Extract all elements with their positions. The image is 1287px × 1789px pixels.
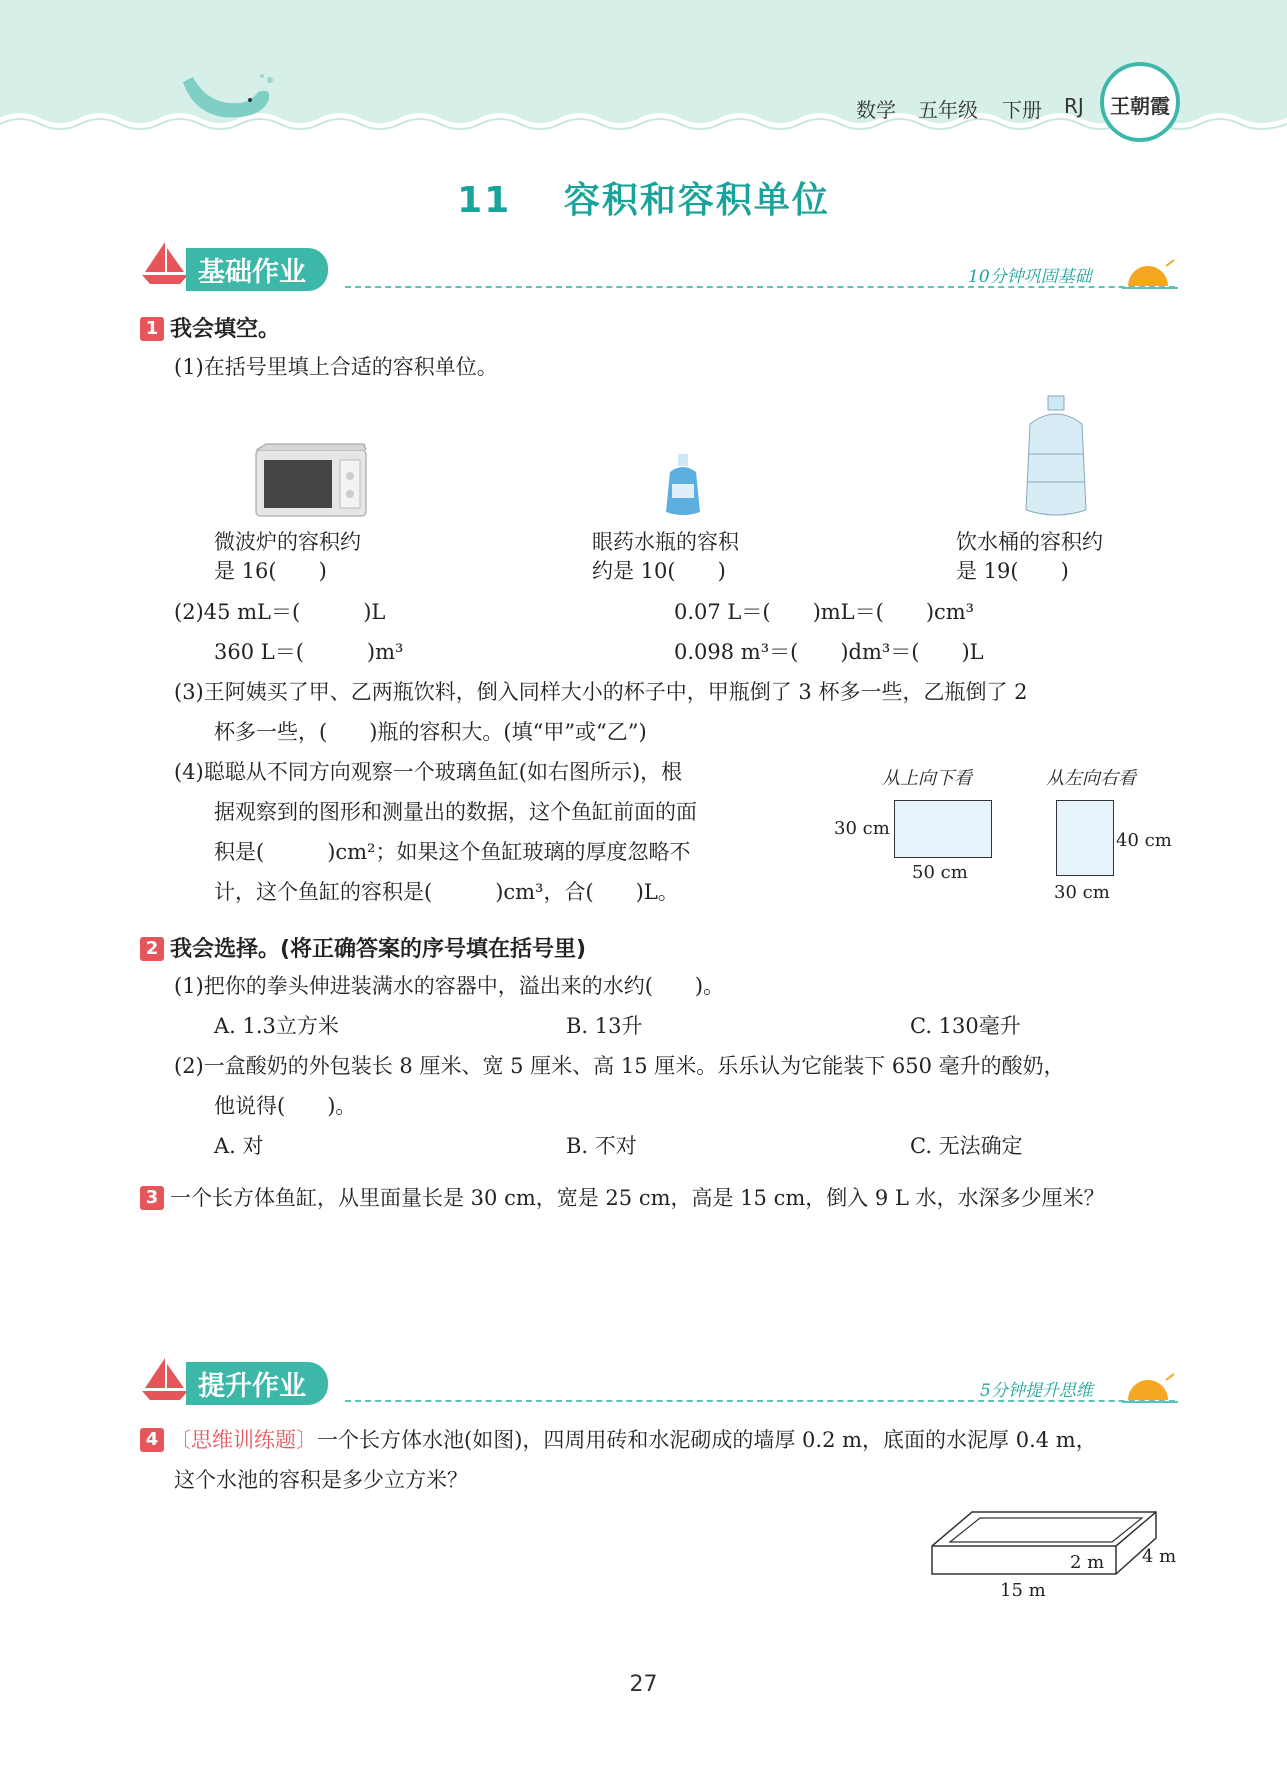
header-volume: 下册 (1002, 98, 1042, 122)
microwave-image (254, 442, 368, 518)
pool-figure (928, 1508, 1168, 1588)
q1-item3-line1: 饮水桶的容积约 (956, 530, 1103, 554)
page-title (0, 172, 1287, 223)
q2-p2-opt-c: C. 无法确定 (910, 1134, 1023, 1158)
q1-p4d: 计，这个鱼缸的容积是( )cm³，合( )L。 (214, 880, 679, 904)
q1-heading (140, 312, 280, 343)
whale-icon (178, 72, 278, 132)
top-view-rect (894, 800, 992, 858)
pool-width: 4 m (1142, 1546, 1177, 1567)
q1-p3a: (3)王阿姨买了甲、乙两瓶饮料，倒入同样大小的杯子中，甲瓶倒了 3 杯多一些，乙瓶倒了 2 (174, 680, 1028, 704)
section2-banner (186, 1362, 328, 1405)
q1-p2b: 0.07 L＝( )mL＝( )cm³ (674, 600, 975, 624)
sailboat-icon (140, 1356, 190, 1402)
section1-sub: 10分钟巩固基础 (968, 267, 1092, 287)
header-subject: 数学 (856, 98, 896, 122)
title-number: 11 (457, 180, 512, 221)
section1-label: 基础作业 (186, 248, 328, 291)
section2-label: 提升作业 (186, 1362, 328, 1405)
left-view-height: 40 cm (1116, 830, 1172, 851)
q1-item2-line1: 眼药水瓶的容积 (592, 530, 739, 554)
q1-p2a: (2)45 mL＝( )L (174, 600, 386, 624)
q2-p1-opt-c: C. 130毫升 (910, 1014, 1021, 1038)
q1-p4c: 积是( )cm²；如果这个鱼缸玻璃的厚度忽略不 (214, 840, 691, 864)
header-grade: 五年级 (918, 98, 978, 122)
q3-text: 一个长方体鱼缸，从里面量长是 30 cm，宽是 25 cm，高是 15 cm，倒入 9 L 水，水深多少厘米？ (170, 1186, 1105, 1210)
q4-line1 (140, 1426, 1097, 1454)
q1-item1-line2: 是 16( ) (214, 559, 327, 583)
left-view-rect (1056, 800, 1114, 876)
q2-heading (140, 932, 586, 963)
q2-number: 2 (140, 937, 164, 961)
pool-height: 2 m (1070, 1552, 1105, 1573)
q4-text2: 这个水池的容积是多少立方米？ (174, 1468, 468, 1492)
q1-p1: (1)在括号里填上合适的容积单位。 (174, 355, 498, 379)
eyedrop-bottle-image (660, 452, 706, 518)
q1-head-text: 我会填空。 (170, 317, 281, 342)
brand-text: 王朝霞 (1110, 94, 1170, 118)
water-bucket-image (1020, 394, 1092, 520)
q2-p2-opt-a: A. 对 (214, 1134, 264, 1158)
q1-number: 1 (140, 317, 164, 341)
q1-item3-line2: 是 19( ) (956, 559, 1069, 583)
q3 (140, 1184, 1105, 1212)
section1-banner (186, 248, 328, 291)
top-view-width: 30 cm (834, 818, 890, 839)
brand-logo (1100, 62, 1180, 142)
top-view-label: 从上向下看 (882, 768, 972, 789)
q2-p1-opt-b: B. 13升 (566, 1014, 643, 1038)
top-view-length: 50 cm (912, 862, 968, 883)
q2-p1: (1)把你的拳头伸进装满水的容器中，溢出来的水约( )。 (174, 974, 725, 998)
header-edition: RJ (1064, 94, 1084, 118)
sun-icon (1122, 256, 1178, 290)
q2-head-text: 我会选择。(将正确答案的序号填在括号里) (170, 937, 587, 962)
q2-p2-opt-b: B. 不对 (566, 1134, 637, 1158)
q1-item2-line2: 约是 10( ) (592, 559, 726, 583)
pool-length: 15 m (1000, 1580, 1046, 1601)
q3-number: 3 (140, 1186, 164, 1210)
q1-p3b: 杯多一些，( )瓶的容积大。(填“甲”或“乙”) (214, 720, 647, 744)
q1-p4a: (4)聪聪从不同方向观察一个玻璃鱼缸(如右图所示)，根 (174, 760, 683, 784)
q2-p2b: 他说得( )。 (214, 1094, 357, 1118)
q2-p1-opt-a: A. 1.3立方米 (214, 1014, 339, 1038)
sailboat-icon (140, 240, 190, 286)
left-view-width: 30 cm (1054, 882, 1110, 903)
q4-number: 4 (140, 1428, 164, 1452)
sun-icon (1122, 1370, 1178, 1404)
page-number: 27 (629, 1672, 658, 1697)
q1-p4b: 据观察到的图形和测量出的数据，这个鱼缸前面的面 (214, 800, 697, 824)
section2-sub: 5分钟提升思维 (980, 1381, 1093, 1401)
q1-item1-line1: 微波炉的容积约 (214, 530, 361, 554)
q4-text1: 一个长方体水池(如图)，四周用砖和水泥砌成的墙厚 0.2 m，底面的水泥厚 0.4 m， (317, 1428, 1097, 1452)
title-text: 容积和容积单位 (563, 180, 830, 221)
q4-tag: 〔思维训练题〕 (170, 1428, 317, 1452)
q1-p2c: 360 L＝( )m³ (214, 640, 404, 664)
left-view-label: 从左向右看 (1046, 768, 1136, 789)
q2-p2a: (2)一盒酸奶的外包装长 8 厘米、宽 5 厘米、高 15 厘米。乐乐认为它能装下 650 毫升的酸奶， (174, 1054, 1065, 1078)
q1-p2d: 0.098 m³＝( )dm³＝( )L (674, 640, 984, 664)
